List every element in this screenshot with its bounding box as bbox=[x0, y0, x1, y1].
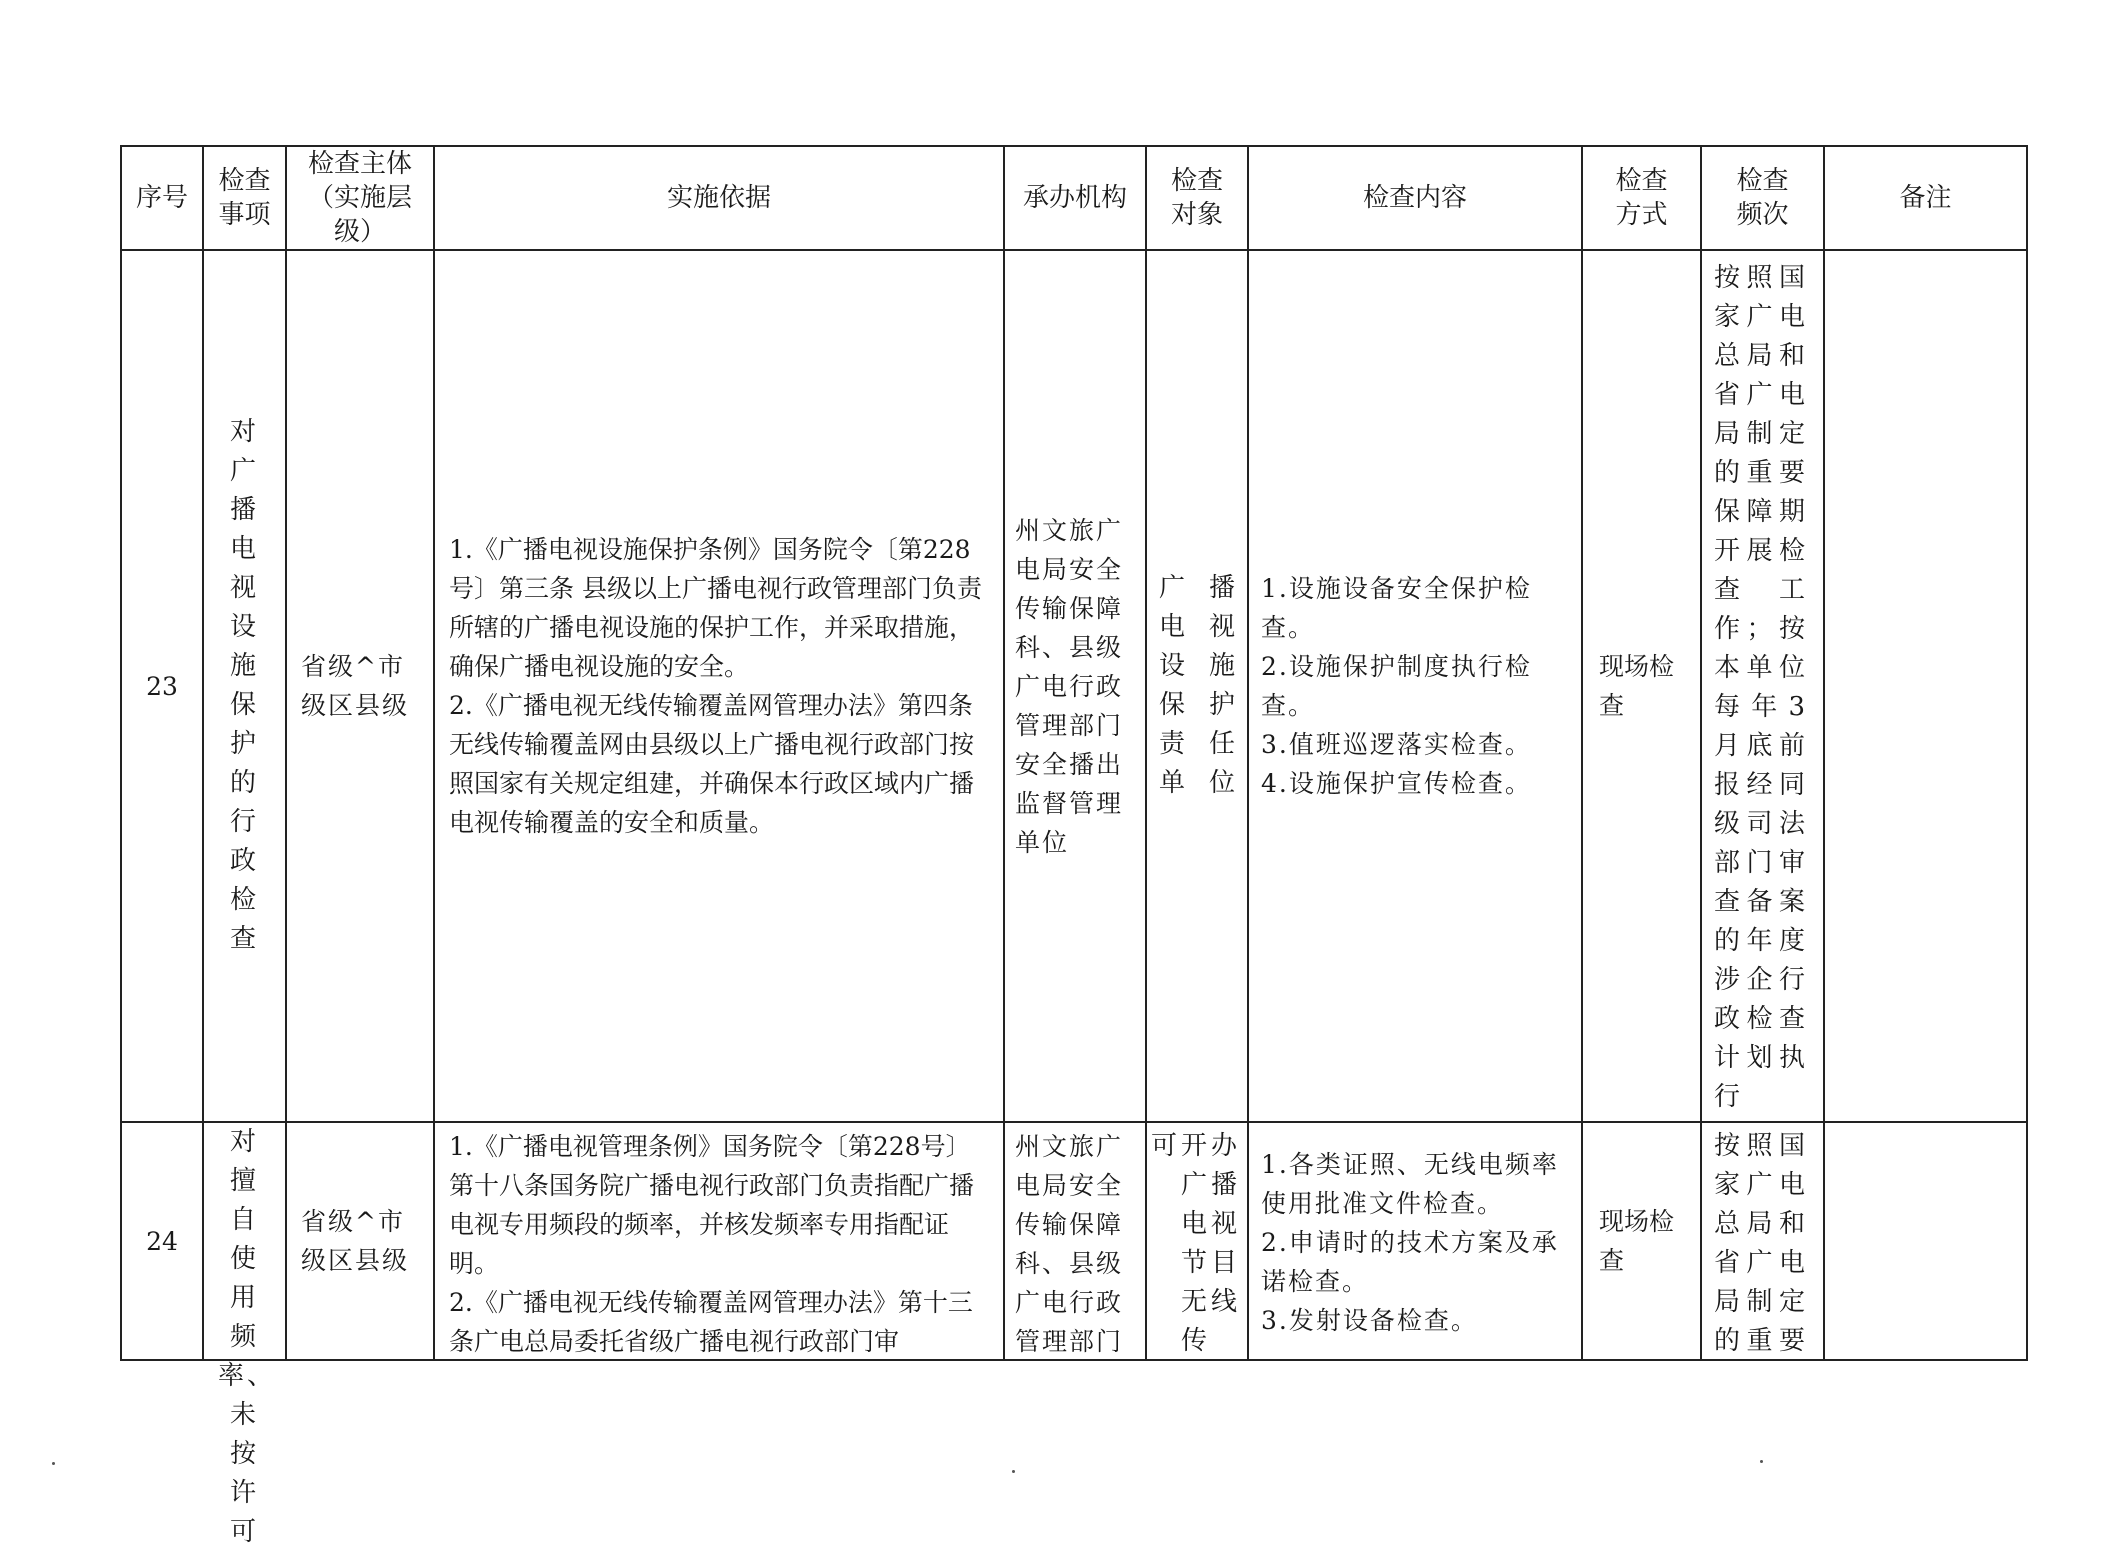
row-item-cell bbox=[203, 1122, 286, 1547]
row-org: 州文旅广电局安全传输保障科、县级广电行政管理部门 bbox=[1015, 1132, 1124, 1356]
row-freq: 按照国家广电总局和省广电局制定的重要保障期开展检查工作；按本单位每年3月底前报经同级司法部门审查备案的年度涉企行政检查计划执行 bbox=[1701, 250, 1824, 1122]
row-target: 广播电视设施保护责任单位 bbox=[1146, 250, 1248, 1122]
row-basis: 1.《广播电视设施保护条例》国务院令〔第228号〕第三条 县级以上广播电视行政管理部门负责所辖的广播电视设施的保护工作，并采取措施，确保广播电视设施的安全。 2.《广播电视无线传输覆盖网管理办法》第四条 无线传输覆盖网由县级以上广播电视行政部门按照国家有关规定组建，并确保本行政区域内广播电视传输覆盖的安全和质量。 bbox=[434, 250, 1004, 1122]
row-item: 对广播电视设施保护的行政检查 bbox=[203, 250, 286, 1122]
inspection-table bbox=[120, 145, 2028, 1547]
row-target-note: 可 bbox=[1150, 1131, 1177, 1161]
row-basis: 1.《广播电视管理条例》国务院令〔第228号〕第十八条国务院广播电视行政部门负责指配广播电视专用频段的频率，并核发频率专用指配证明。 2.《广播电视无线传输覆盖网管理办法》第十三条广电总局委托省级广播电视行政部门审 bbox=[449, 1132, 975, 1356]
row-seq: 24 bbox=[121, 1122, 203, 1360]
header-target: 检查对象 bbox=[1146, 146, 1248, 250]
row-note bbox=[1824, 1122, 2027, 1360]
header-note: 备注 bbox=[1824, 146, 2027, 250]
table-row bbox=[121, 1122, 2027, 1360]
row-subject: 省级^市级区县级 bbox=[286, 1122, 434, 1360]
row-basis-cell bbox=[434, 1122, 1004, 1360]
header-item: 检查事项 bbox=[203, 146, 286, 250]
row-item: 对擅自使用频率、未按许可 bbox=[218, 1127, 277, 1547]
row-content-cell bbox=[1248, 1122, 1582, 1360]
row-target: 开办广播电视节目无线传 bbox=[1181, 1131, 1237, 1356]
row-content: 1.各类证照、无线电频率使用批准文件检查。 2.申请时的技术方案及承诺检查。 3.发射设备检查。 bbox=[1261, 1150, 1559, 1335]
table-header-row bbox=[121, 146, 2027, 250]
row-target-cell bbox=[1146, 1122, 1248, 1360]
row-content: 1.设施设备安全保护检查。 2.设施保护制度执行检查。 3.值班巡逻落实检查。 4.设施保护宣传检查。 bbox=[1248, 250, 1582, 1122]
header-seq: 序号 bbox=[121, 146, 203, 250]
row-method: 现场检查 bbox=[1582, 250, 1701, 1122]
header-content: 检查内容 bbox=[1248, 146, 1582, 250]
row-org: 州文旅广电局安全传输保障科、县级广电行政管理部门安全播出监督管理单位 bbox=[1004, 250, 1146, 1122]
scan-speck bbox=[1012, 1470, 1015, 1473]
row-org-cell bbox=[1004, 1122, 1146, 1360]
header-org: 承办机构 bbox=[1004, 146, 1146, 250]
row-freq-cell bbox=[1701, 1122, 1824, 1360]
scan-speck bbox=[52, 1462, 55, 1465]
header-basis: 实施依据 bbox=[434, 146, 1004, 250]
row-seq: 23 bbox=[121, 250, 203, 1122]
header-method: 检查方式 bbox=[1582, 146, 1701, 250]
row-freq: 按照国家广电总局和省广电局制定的重要 bbox=[1714, 1131, 1811, 1356]
row-note bbox=[1824, 250, 2027, 1122]
table-row bbox=[121, 250, 2027, 1122]
scan-speck bbox=[1760, 1460, 1763, 1463]
header-subject: 检查主体（实施层级） bbox=[286, 146, 434, 250]
row-subject: 省级^市级区县级 bbox=[286, 250, 434, 1122]
row-method: 现场检查 bbox=[1582, 1122, 1701, 1360]
header-freq: 检查频次 bbox=[1701, 146, 1824, 250]
